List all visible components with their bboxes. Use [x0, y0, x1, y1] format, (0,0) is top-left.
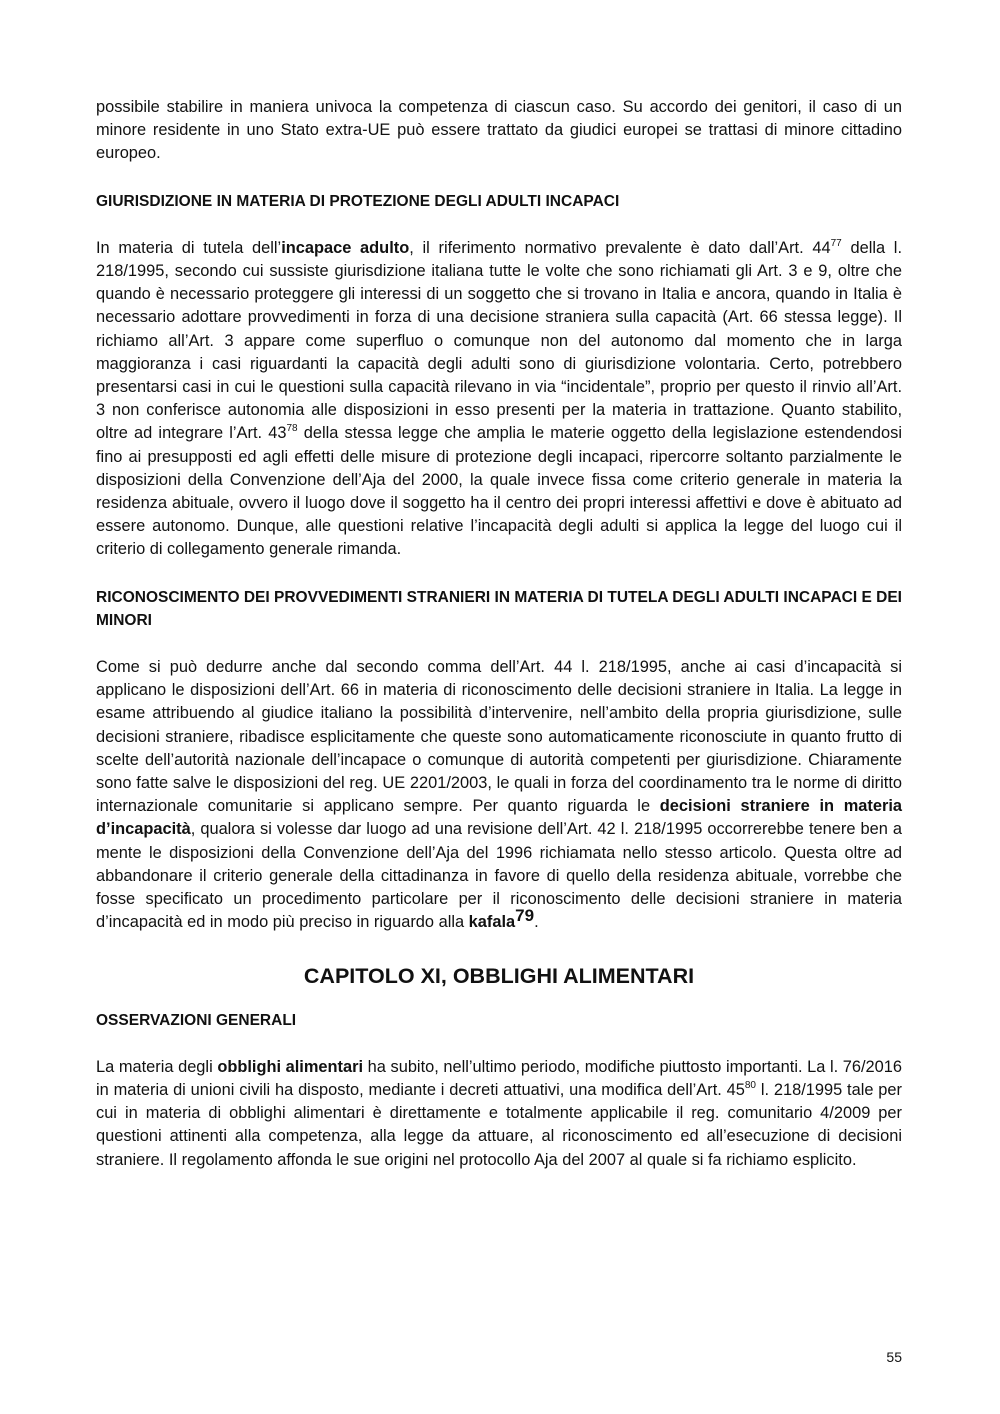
footnote-ref-77[interactable]: 77	[830, 237, 842, 249]
footnote-ref-78[interactable]: 78	[286, 423, 298, 435]
section-heading-giurisdizione: GIURISDIZIONE IN MATERIA DI PROTEZIONE DEGLI ADULTI INCAPACI	[96, 192, 620, 210]
bold-term: obblighi alimentari	[217, 1057, 364, 1076]
document-page	[96, 96, 902, 1172]
paragraph-osservazioni: La materia degli obblighi alimentari ha subito, nell’ultimo periodo, modifiche piuttosto importanti. La l. 76/2016 in materia di unioni civili ha disposto, mediante i decreti attuativi, una modifica dell’Art. $45^{80}$ l. 218/1995 tale per cui in materia di obblighi alimentari è direttamente e totalmente applicabile il reg. comunitario 4/2009 per questioni attinenti alla competenza, alla legge da attuare, al riconoscimento ed all’esecuzione di decisioni straniere. Il regolamento affonda le sue origini nel protocollo Aja del 2007 al quale si fa richiamo esplicito.	[96, 1057, 902, 1169]
intro-paragraph: possibile stabilire in maniera univoca la competenza di ciascun caso. Su accordo dei genitori, il caso di un minore residente in uno Stato extra-UE può essere trattato da giudici europei se trattasi di minore cittadino europeo.	[96, 98, 902, 163]
footnote-ref-79[interactable]: 79	[515, 906, 535, 926]
footnote-ref-80[interactable]: 80	[744, 1079, 756, 1091]
section-heading-osservazioni: OSSERVAZIONI GENERALI	[96, 1011, 297, 1029]
bold-term: decisioni straniere in materia d’incapacità	[96, 797, 903, 839]
bold-term: incapace adulto	[281, 238, 410, 257]
paragraph-riconoscimento: Come si può dedurre anche dal secondo comma dell’Art. 44 l. 218/1995, anche ai casi d’incapacità si applicano le disposizioni dell’Art. 66 in materia di riconoscimento delle decisioni straniere in Italia. La legge in esame attribuendo al giudice italiano la possibilità d’intervenire, nell’ambito della propria giurisdizione, sulle decisioni straniere, ribadisce esplicitamente che queste sono automaticamente riconosciute in quanto frutto di scelte dell’autorità nazionale dell’incapace o comunque di autorità competenti per giurisdizione. Chiaramente sono fatte salve le disposizioni del reg. UE 2201/2003, le quali in forza del coordinamento tra le norme di diritto internazionale comunitarie si applicano sempre. Per quanto riguarda le decisioni straniere in materia d’incapacità, qualora si volesse dar luogo ad una revisione dell’Art. 42 l. 218/1995 occorrerebbe tenere ben a mente le disposizioni della Convenzione dell’Aja del 1996 richiamata nello stesso articolo. Questa oltre ad abbandonare il criterio generale della cittadinanza in favore di quello della residenza abituale, vorrebbe che fosse specificato un procedimento particolare per il riconoscimento delle decisioni straniere in materia d’incapacità ed in modo più preciso in riguardo alla kafala$^{79}$.	[96, 658, 903, 932]
bold-term-kafala: kafala	[468, 913, 516, 932]
section-heading-riconoscimento: RICONOSCIMENTO DEI PROVVEDIMENTI STRANIERI IN MATERIA DI TUTELA DEGLI ADULTI INCAPACI E DEI MINORI	[96, 588, 902, 629]
paragraph-giurisdizione: In materia di tutela dell’incapace adulto, il riferimento normativo prevalente è dato dall’Art. $44^{77}$ della l. 218/1995, secondo cui sussiste giurisdizione italiana tutte le volte che sono richiamati gli Art. 3 e 9, oltre che quando è necessario proteggere gli interessi di un soggetto che si trovano in Italia e ancora, quando in Italia è necessario adottare provvedimenti in forza di una decisione straniera sulla capacità (Art. 66 stessa legge). Il richiamo all’Art. 3 appare come superfluo o comunque non del autonomo dal momento che in larga maggioranza i casi riguardanti la capacità degli adulti sono di giurisdizione volontaria. Certo, potrebbero presentarsi casi in cui le questioni sulla capacità rilevano in via “incidentale”, proprio per questo il rinvio all’Art. 3 non conferisce autonomia alle disposizioni in esso presenti per la materia in trattazione. Quanto stabilito, oltre ad integrare l’Art. $43^{78}$ della stessa legge che amplia le materie oggetto della legislazione estendendosi fino ai presupposti ed agli effetti delle misure di protezione degli incapaci, ripercorre soltanto parzialmente le disposizioni della Convenzione dell’Aja del 2000, la quale invece fissa come criterio generale in materia la residenza abituale, ovvero il luogo dove il soggetto ha il centro dei propri interessi affettivi e dove è abituato ad essere autonomo. Dunque, alle questioni relative l’incapacità degli adulti si applica la legge del luogo cui il criterio di collegamento generale rimanda.	[96, 237, 903, 559]
page-number: 55	[886, 1349, 902, 1365]
chapter-title: CAPITOLO XI, OBBLIGHI ALIMENTARI	[303, 963, 695, 988]
